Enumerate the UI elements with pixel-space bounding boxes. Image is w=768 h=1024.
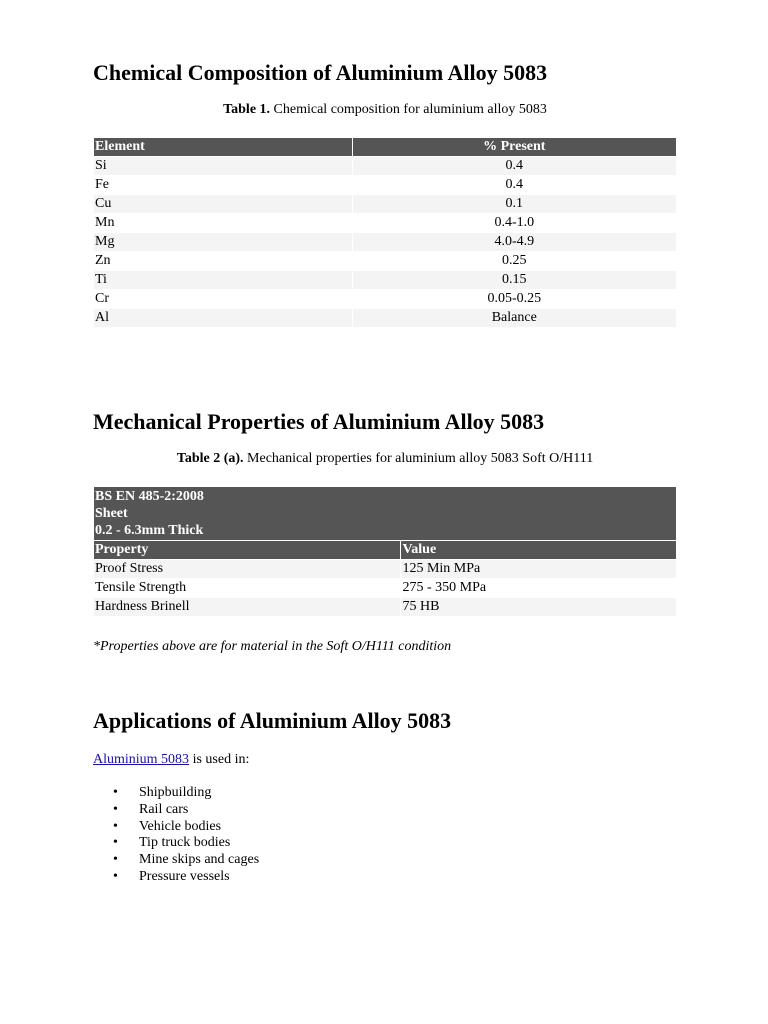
applications-intro-text: is used in: [189, 752, 250, 767]
percent-cell: 0.15 [352, 271, 676, 290]
thickness-range: 0.2 - 6.3mm Thick [95, 523, 204, 538]
applications-intro [93, 751, 249, 769]
table-row [94, 195, 677, 214]
table-row [94, 214, 677, 233]
percent-cell: 0.05-0.25 [352, 290, 676, 309]
element-cell: Zn [94, 252, 353, 271]
value-cell: 75 HB [401, 598, 677, 617]
element-cell: Cr [94, 290, 353, 309]
value-cell: 125 Min MPa [401, 560, 677, 579]
mechanical-properties-table [93, 486, 677, 617]
mechanical-properties-heading: Mechanical Properties of Aluminium Alloy 5083 [93, 409, 545, 434]
property-column-header: Property [94, 541, 401, 560]
value-cell: 275 - 350 MPa [401, 579, 677, 598]
percent-cell: 0.4-1.0 [352, 214, 676, 233]
table2-caption-label: Table 2 (a). [176, 451, 244, 466]
percent-present-column-header: % Present [352, 138, 676, 157]
table-header-row [94, 138, 677, 157]
table1-caption-label: Table 1. [223, 102, 271, 117]
property-cell: Hardness Brinell [94, 598, 401, 617]
table-row [94, 598, 677, 617]
chemical-composition-heading: Chemical Composition of Aluminium Alloy 5083 [93, 60, 548, 85]
table-row [94, 560, 677, 579]
element-cell: Si [94, 157, 353, 176]
list-item: • Shipbuilding [93, 785, 259, 802]
table1-caption-text: Chemical composition for aluminium alloy 5083 [270, 102, 547, 117]
table-row [94, 233, 677, 252]
percent-cell: 4.0-4.9 [352, 233, 676, 252]
list-item: • Vehicle bodies [93, 819, 259, 836]
table2-caption-text: Mechanical properties for aluminium alloy 5083 Soft O/H111 [243, 451, 594, 466]
element-cell: Al [94, 309, 353, 328]
table-row [94, 290, 677, 309]
element-cell: Mn [94, 214, 353, 233]
product-form: Sheet [95, 506, 128, 521]
table-group-header-row [94, 487, 677, 541]
aluminium-5083-link[interactable]: Aluminium 5083 [93, 752, 190, 767]
standard-group-header [94, 487, 677, 541]
percent-cell: 0.1 [352, 195, 676, 214]
chemical-composition-table [93, 137, 677, 328]
table-row [94, 252, 677, 271]
percent-cell: 0.4 [352, 176, 676, 195]
applications-list [93, 785, 259, 886]
list-item: • Rail cars [93, 802, 259, 819]
element-column-header: Element [94, 138, 353, 157]
property-cell: Tensile Strength [94, 579, 401, 598]
table-row [94, 579, 677, 598]
standard-name: BS EN 485-2:2008 [95, 489, 204, 504]
property-cell: Proof Stress [94, 560, 401, 579]
value-column-header: Value [401, 541, 677, 560]
table-row [94, 271, 677, 290]
element-cell: Fe [94, 176, 353, 195]
condition-note: *Properties above are for material in the Soft O/H111 condition [93, 639, 452, 654]
table2-caption [93, 450, 677, 468]
list-item: • Mine skips and cages [93, 852, 259, 869]
applications-heading: Applications of Aluminium Alloy 5083 [93, 708, 452, 733]
table-row [94, 176, 677, 195]
list-item: • Pressure vessels [93, 869, 259, 886]
list-item: • Tip truck bodies [93, 835, 259, 852]
percent-cell: Balance [352, 309, 676, 328]
element-cell: Mg [94, 233, 353, 252]
percent-cell: 0.4 [352, 157, 676, 176]
percent-cell: 0.25 [352, 252, 676, 271]
table1-caption [93, 101, 677, 119]
element-cell: Cu [94, 195, 353, 214]
element-cell: Ti [94, 271, 353, 290]
table-row [94, 157, 677, 176]
table-header-row [94, 541, 677, 560]
table-row [94, 309, 677, 328]
